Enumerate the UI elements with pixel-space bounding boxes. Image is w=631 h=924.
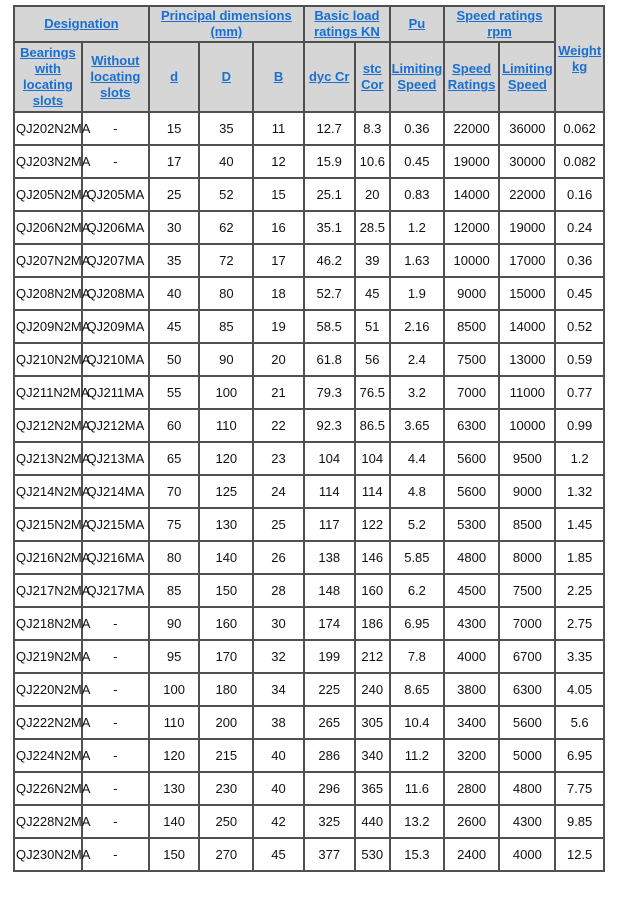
table-body xyxy=(14,112,604,871)
cell-designation-without-slots: QJ214MA xyxy=(82,475,149,508)
cell-pu: 1.63 xyxy=(390,244,444,277)
cell-dynamic-load: 286 xyxy=(304,739,355,772)
table-row xyxy=(14,244,604,277)
cell-pu: 5.2 xyxy=(390,508,444,541)
cell-limiting-speed: 9500 xyxy=(499,442,555,475)
cell-designation-without-slots: QJ207MA xyxy=(82,244,149,277)
cell-designation-without-slots: - xyxy=(82,607,149,640)
cell-pu: 3.2 xyxy=(390,376,444,409)
table-row xyxy=(14,145,604,178)
cell-speed-rating: 2600 xyxy=(444,805,500,838)
cell-width-b: 21 xyxy=(253,376,304,409)
cell-pu: 6.95 xyxy=(390,607,444,640)
cell-speed-rating: 14000 xyxy=(444,178,500,211)
cell-width-b: 16 xyxy=(253,211,304,244)
cell-speed-rating: 3800 xyxy=(444,673,500,706)
header-pu: Pu xyxy=(390,6,444,42)
cell-width-b: 38 xyxy=(253,706,304,739)
cell-bore-d: 140 xyxy=(149,805,200,838)
bearing-spec-table xyxy=(13,5,605,872)
cell-width-b: 12 xyxy=(253,145,304,178)
cell-designation-with-slots: QJ216N2MA xyxy=(14,541,82,574)
header-dynamic-load: dyc Cr xyxy=(304,42,355,112)
cell-speed-rating: 12000 xyxy=(444,211,500,244)
cell-limiting-speed: 6300 xyxy=(499,673,555,706)
cell-weight: 1.45 xyxy=(555,508,604,541)
cell-limiting-speed: 17000 xyxy=(499,244,555,277)
cell-designation-with-slots: QJ205N2MA xyxy=(14,178,82,211)
cell-weight: 2.25 xyxy=(555,574,604,607)
cell-pu: 6.2 xyxy=(390,574,444,607)
cell-static-load: 8.3 xyxy=(355,112,390,145)
cell-width-b: 45 xyxy=(253,838,304,871)
cell-designation-with-slots: QJ206N2MA xyxy=(14,211,82,244)
cell-dynamic-load: 52.7 xyxy=(304,277,355,310)
table-row xyxy=(14,178,604,211)
cell-limiting-speed: 9000 xyxy=(499,475,555,508)
header-limiting-speed: Limiting Speed xyxy=(499,42,555,112)
cell-dynamic-load: 296 xyxy=(304,772,355,805)
cell-bore-d: 30 xyxy=(149,211,200,244)
header-static-load: stc Cor xyxy=(355,42,390,112)
cell-speed-rating: 6300 xyxy=(444,409,500,442)
cell-designation-without-slots: - xyxy=(82,739,149,772)
cell-limiting-speed: 7500 xyxy=(499,574,555,607)
cell-outer-diameter: 180 xyxy=(199,673,253,706)
cell-dynamic-load: 377 xyxy=(304,838,355,871)
cell-limiting-speed: 19000 xyxy=(499,211,555,244)
cell-limiting-speed: 4800 xyxy=(499,772,555,805)
cell-designation-without-slots: QJ211MA xyxy=(82,376,149,409)
cell-static-load: 240 xyxy=(355,673,390,706)
cell-bore-d: 130 xyxy=(149,772,200,805)
cell-speed-rating: 2800 xyxy=(444,772,500,805)
cell-weight: 0.062 xyxy=(555,112,604,145)
cell-dynamic-load: 12.7 xyxy=(304,112,355,145)
header-principal-dimensions: Principal dimensions (mm) xyxy=(149,6,304,42)
table-row xyxy=(14,112,604,145)
cell-outer-diameter: 90 xyxy=(199,343,253,376)
cell-weight: 0.082 xyxy=(555,145,604,178)
cell-pu: 1.9 xyxy=(390,277,444,310)
table-row xyxy=(14,376,604,409)
cell-limiting-speed: 5000 xyxy=(499,739,555,772)
cell-designation-with-slots: QJ228N2MA xyxy=(14,805,82,838)
cell-designation-with-slots: QJ209N2MA xyxy=(14,310,82,343)
cell-designation-without-slots: QJ210MA xyxy=(82,343,149,376)
cell-limiting-speed: 15000 xyxy=(499,277,555,310)
cell-pu: 11.6 xyxy=(390,772,444,805)
cell-outer-diameter: 80 xyxy=(199,277,253,310)
cell-designation-with-slots: QJ217N2MA xyxy=(14,574,82,607)
cell-designation-without-slots: QJ205MA xyxy=(82,178,149,211)
cell-width-b: 15 xyxy=(253,178,304,211)
cell-weight: 3.35 xyxy=(555,640,604,673)
cell-speed-rating: 4300 xyxy=(444,607,500,640)
cell-bore-d: 90 xyxy=(149,607,200,640)
cell-static-load: 51 xyxy=(355,310,390,343)
cell-weight: 0.77 xyxy=(555,376,604,409)
cell-dynamic-load: 104 xyxy=(304,442,355,475)
table-header xyxy=(14,6,604,112)
cell-weight: 0.52 xyxy=(555,310,604,343)
cell-dynamic-load: 58.5 xyxy=(304,310,355,343)
cell-pu: 1.2 xyxy=(390,211,444,244)
cell-designation-with-slots: QJ212N2MA xyxy=(14,409,82,442)
cell-width-b: 40 xyxy=(253,739,304,772)
cell-speed-rating: 4800 xyxy=(444,541,500,574)
table-row xyxy=(14,211,604,244)
cell-limiting-speed: 4000 xyxy=(499,838,555,871)
header-width-b: B xyxy=(253,42,304,112)
cell-weight: 0.24 xyxy=(555,211,604,244)
cell-designation-without-slots: - xyxy=(82,805,149,838)
cell-width-b: 18 xyxy=(253,277,304,310)
cell-dynamic-load: 117 xyxy=(304,508,355,541)
cell-designation-without-slots: QJ216MA xyxy=(82,541,149,574)
cell-speed-rating: 4000 xyxy=(444,640,500,673)
cell-weight: 4.05 xyxy=(555,673,604,706)
cell-bore-d: 70 xyxy=(149,475,200,508)
table-row xyxy=(14,475,604,508)
cell-weight: 7.75 xyxy=(555,772,604,805)
cell-width-b: 25 xyxy=(253,508,304,541)
cell-pu: 8.65 xyxy=(390,673,444,706)
cell-designation-without-slots: QJ209MA xyxy=(82,310,149,343)
cell-outer-diameter: 130 xyxy=(199,508,253,541)
cell-width-b: 40 xyxy=(253,772,304,805)
cell-static-load: 440 xyxy=(355,805,390,838)
cell-designation-with-slots: QJ230N2MA xyxy=(14,838,82,871)
cell-bore-d: 80 xyxy=(149,541,200,574)
cell-limiting-speed: 11000 xyxy=(499,376,555,409)
cell-static-load: 305 xyxy=(355,706,390,739)
cell-bore-d: 120 xyxy=(149,739,200,772)
cell-static-load: 10.6 xyxy=(355,145,390,178)
table-row xyxy=(14,508,604,541)
cell-pu: 0.45 xyxy=(390,145,444,178)
cell-pu: 3.65 xyxy=(390,409,444,442)
cell-limiting-speed: 5600 xyxy=(499,706,555,739)
table-row xyxy=(14,574,604,607)
cell-bore-d: 150 xyxy=(149,838,200,871)
cell-speed-rating: 8500 xyxy=(444,310,500,343)
cell-designation-with-slots: QJ220N2MA xyxy=(14,673,82,706)
cell-designation-without-slots: QJ212MA xyxy=(82,409,149,442)
cell-static-load: 20 xyxy=(355,178,390,211)
table-row xyxy=(14,442,604,475)
cell-static-load: 146 xyxy=(355,541,390,574)
cell-limiting-speed: 8500 xyxy=(499,508,555,541)
cell-outer-diameter: 215 xyxy=(199,739,253,772)
cell-outer-diameter: 125 xyxy=(199,475,253,508)
cell-static-load: 340 xyxy=(355,739,390,772)
cell-designation-without-slots: - xyxy=(82,706,149,739)
cell-dynamic-load: 61.8 xyxy=(304,343,355,376)
cell-outer-diameter: 150 xyxy=(199,574,253,607)
cell-static-load: 530 xyxy=(355,838,390,871)
cell-pu: 0.36 xyxy=(390,112,444,145)
cell-outer-diameter: 160 xyxy=(199,607,253,640)
cell-static-load: 160 xyxy=(355,574,390,607)
cell-speed-rating: 3200 xyxy=(444,739,500,772)
cell-limiting-speed: 30000 xyxy=(499,145,555,178)
cell-static-load: 104 xyxy=(355,442,390,475)
cell-speed-rating: 3400 xyxy=(444,706,500,739)
cell-weight: 1.85 xyxy=(555,541,604,574)
cell-pu: 2.4 xyxy=(390,343,444,376)
cell-outer-diameter: 170 xyxy=(199,640,253,673)
cell-bore-d: 45 xyxy=(149,310,200,343)
table-row xyxy=(14,310,604,343)
header-speed-ratings: Speed ratings rpm xyxy=(444,6,556,42)
cell-width-b: 30 xyxy=(253,607,304,640)
cell-designation-with-slots: QJ215N2MA xyxy=(14,508,82,541)
cell-width-b: 42 xyxy=(253,805,304,838)
cell-width-b: 11 xyxy=(253,112,304,145)
cell-bore-d: 17 xyxy=(149,145,200,178)
cell-width-b: 34 xyxy=(253,673,304,706)
cell-dynamic-load: 138 xyxy=(304,541,355,574)
header-speed-ratings-sub: Speed Ratings xyxy=(444,42,500,112)
cell-outer-diameter: 110 xyxy=(199,409,253,442)
cell-speed-rating: 5600 xyxy=(444,442,500,475)
cell-weight: 6.95 xyxy=(555,739,604,772)
cell-limiting-speed: 8000 xyxy=(499,541,555,574)
cell-designation-with-slots: QJ219N2MA xyxy=(14,640,82,673)
cell-outer-diameter: 85 xyxy=(199,310,253,343)
cell-dynamic-load: 25.1 xyxy=(304,178,355,211)
cell-weight: 0.36 xyxy=(555,244,604,277)
cell-limiting-speed: 14000 xyxy=(499,310,555,343)
cell-width-b: 23 xyxy=(253,442,304,475)
cell-pu: 10.4 xyxy=(390,706,444,739)
cell-pu: 4.4 xyxy=(390,442,444,475)
cell-designation-with-slots: QJ226N2MA xyxy=(14,772,82,805)
cell-pu: 5.85 xyxy=(390,541,444,574)
cell-dynamic-load: 265 xyxy=(304,706,355,739)
cell-weight: 12.5 xyxy=(555,838,604,871)
cell-static-load: 45 xyxy=(355,277,390,310)
cell-pu: 7.8 xyxy=(390,640,444,673)
cell-outer-diameter: 100 xyxy=(199,376,253,409)
cell-bore-d: 85 xyxy=(149,574,200,607)
table-row xyxy=(14,640,604,673)
cell-weight: 0.16 xyxy=(555,178,604,211)
cell-designation-with-slots: QJ214N2MA xyxy=(14,475,82,508)
cell-static-load: 212 xyxy=(355,640,390,673)
cell-outer-diameter: 140 xyxy=(199,541,253,574)
cell-width-b: 17 xyxy=(253,244,304,277)
header-bore-d: d xyxy=(149,42,200,112)
cell-width-b: 28 xyxy=(253,574,304,607)
table-row xyxy=(14,772,604,805)
cell-designation-without-slots: - xyxy=(82,673,149,706)
cell-limiting-speed: 10000 xyxy=(499,409,555,442)
table-row xyxy=(14,607,604,640)
cell-designation-with-slots: QJ222N2MA xyxy=(14,706,82,739)
cell-dynamic-load: 199 xyxy=(304,640,355,673)
cell-designation-without-slots: - xyxy=(82,112,149,145)
header-pu-limiting-speed: Limiting Speed xyxy=(390,42,444,112)
cell-dynamic-load: 92.3 xyxy=(304,409,355,442)
header-with-locating-slots: Bearings with locating slots xyxy=(14,42,82,112)
cell-width-b: 32 xyxy=(253,640,304,673)
cell-limiting-speed: 36000 xyxy=(499,112,555,145)
cell-static-load: 86.5 xyxy=(355,409,390,442)
cell-bore-d: 15 xyxy=(149,112,200,145)
cell-dynamic-load: 325 xyxy=(304,805,355,838)
cell-designation-with-slots: QJ203N2MA xyxy=(14,145,82,178)
cell-dynamic-load: 35.1 xyxy=(304,211,355,244)
cell-designation-without-slots: QJ208MA xyxy=(82,277,149,310)
cell-bore-d: 60 xyxy=(149,409,200,442)
header-weight: Weight kg xyxy=(555,6,604,112)
cell-bore-d: 100 xyxy=(149,673,200,706)
cell-weight: 2.75 xyxy=(555,607,604,640)
cell-bore-d: 110 xyxy=(149,706,200,739)
cell-weight: 5.6 xyxy=(555,706,604,739)
cell-width-b: 19 xyxy=(253,310,304,343)
cell-speed-rating: 19000 xyxy=(444,145,500,178)
cell-weight: 1.2 xyxy=(555,442,604,475)
cell-bore-d: 55 xyxy=(149,376,200,409)
cell-pu: 11.2 xyxy=(390,739,444,772)
table-row xyxy=(14,541,604,574)
cell-speed-rating: 2400 xyxy=(444,838,500,871)
cell-static-load: 76.5 xyxy=(355,376,390,409)
cell-static-load: 186 xyxy=(355,607,390,640)
cell-outer-diameter: 270 xyxy=(199,838,253,871)
cell-static-load: 365 xyxy=(355,772,390,805)
cell-pu: 0.83 xyxy=(390,178,444,211)
header-designation: Designation xyxy=(14,6,149,42)
cell-pu: 2.16 xyxy=(390,310,444,343)
cell-limiting-speed: 7000 xyxy=(499,607,555,640)
cell-designation-with-slots: QJ218N2MA xyxy=(14,607,82,640)
cell-speed-rating: 4500 xyxy=(444,574,500,607)
cell-outer-diameter: 120 xyxy=(199,442,253,475)
cell-dynamic-load: 225 xyxy=(304,673,355,706)
cell-limiting-speed: 4300 xyxy=(499,805,555,838)
cell-designation-with-slots: QJ207N2MA xyxy=(14,244,82,277)
cell-dynamic-load: 114 xyxy=(304,475,355,508)
cell-bore-d: 25 xyxy=(149,178,200,211)
cell-width-b: 24 xyxy=(253,475,304,508)
cell-outer-diameter: 230 xyxy=(199,772,253,805)
cell-speed-rating: 5600 xyxy=(444,475,500,508)
cell-speed-rating: 5300 xyxy=(444,508,500,541)
cell-designation-without-slots: - xyxy=(82,640,149,673)
cell-dynamic-load: 46.2 xyxy=(304,244,355,277)
cell-speed-rating: 7000 xyxy=(444,376,500,409)
cell-outer-diameter: 72 xyxy=(199,244,253,277)
cell-speed-rating: 22000 xyxy=(444,112,500,145)
cell-width-b: 22 xyxy=(253,409,304,442)
cell-outer-diameter: 35 xyxy=(199,112,253,145)
cell-static-load: 28.5 xyxy=(355,211,390,244)
cell-pu: 15.3 xyxy=(390,838,444,871)
table-row xyxy=(14,706,604,739)
cell-static-load: 39 xyxy=(355,244,390,277)
table-row xyxy=(14,739,604,772)
cell-designation-with-slots: QJ202N2MA xyxy=(14,112,82,145)
cell-designation-without-slots: - xyxy=(82,772,149,805)
cell-speed-rating: 9000 xyxy=(444,277,500,310)
cell-outer-diameter: 40 xyxy=(199,145,253,178)
cell-weight: 1.32 xyxy=(555,475,604,508)
table-row xyxy=(14,805,604,838)
cell-designation-without-slots: QJ217MA xyxy=(82,574,149,607)
table-row xyxy=(14,673,604,706)
cell-static-load: 114 xyxy=(355,475,390,508)
cell-limiting-speed: 22000 xyxy=(499,178,555,211)
cell-speed-rating: 7500 xyxy=(444,343,500,376)
cell-static-load: 122 xyxy=(355,508,390,541)
cell-bore-d: 95 xyxy=(149,640,200,673)
cell-pu: 13.2 xyxy=(390,805,444,838)
cell-designation-without-slots: QJ206MA xyxy=(82,211,149,244)
cell-outer-diameter: 250 xyxy=(199,805,253,838)
cell-limiting-speed: 6700 xyxy=(499,640,555,673)
cell-width-b: 20 xyxy=(253,343,304,376)
cell-static-load: 56 xyxy=(355,343,390,376)
cell-designation-without-slots: - xyxy=(82,145,149,178)
cell-bore-d: 65 xyxy=(149,442,200,475)
cell-outer-diameter: 200 xyxy=(199,706,253,739)
cell-designation-with-slots: QJ210N2MA xyxy=(14,343,82,376)
cell-designation-without-slots: QJ213MA xyxy=(82,442,149,475)
cell-bore-d: 35 xyxy=(149,244,200,277)
cell-dynamic-load: 79.3 xyxy=(304,376,355,409)
cell-bore-d: 75 xyxy=(149,508,200,541)
table-row xyxy=(14,277,604,310)
cell-pu: 4.8 xyxy=(390,475,444,508)
cell-outer-diameter: 62 xyxy=(199,211,253,244)
header-basic-load-ratings: Basic load ratings KN xyxy=(304,6,390,42)
cell-designation-with-slots: QJ213N2MA xyxy=(14,442,82,475)
cell-limiting-speed: 13000 xyxy=(499,343,555,376)
cell-dynamic-load: 15.9 xyxy=(304,145,355,178)
cell-designation-with-slots: QJ208N2MA xyxy=(14,277,82,310)
cell-bore-d: 40 xyxy=(149,277,200,310)
cell-dynamic-load: 148 xyxy=(304,574,355,607)
cell-weight: 9.85 xyxy=(555,805,604,838)
cell-dynamic-load: 174 xyxy=(304,607,355,640)
cell-designation-with-slots: QJ224N2MA xyxy=(14,739,82,772)
cell-weight: 0.45 xyxy=(555,277,604,310)
table-row xyxy=(14,409,604,442)
table-row xyxy=(14,343,604,376)
cell-width-b: 26 xyxy=(253,541,304,574)
cell-outer-diameter: 52 xyxy=(199,178,253,211)
cell-weight: 0.99 xyxy=(555,409,604,442)
cell-designation-without-slots: - xyxy=(82,838,149,871)
header-without-locating-slots: Without locating slots xyxy=(82,42,149,112)
cell-speed-rating: 10000 xyxy=(444,244,500,277)
table-row xyxy=(14,838,604,871)
cell-weight: 0.59 xyxy=(555,343,604,376)
cell-designation-without-slots: QJ215MA xyxy=(82,508,149,541)
cell-bore-d: 50 xyxy=(149,343,200,376)
header-outer-diameter: D xyxy=(199,42,253,112)
cell-designation-with-slots: QJ211N2MA xyxy=(14,376,82,409)
